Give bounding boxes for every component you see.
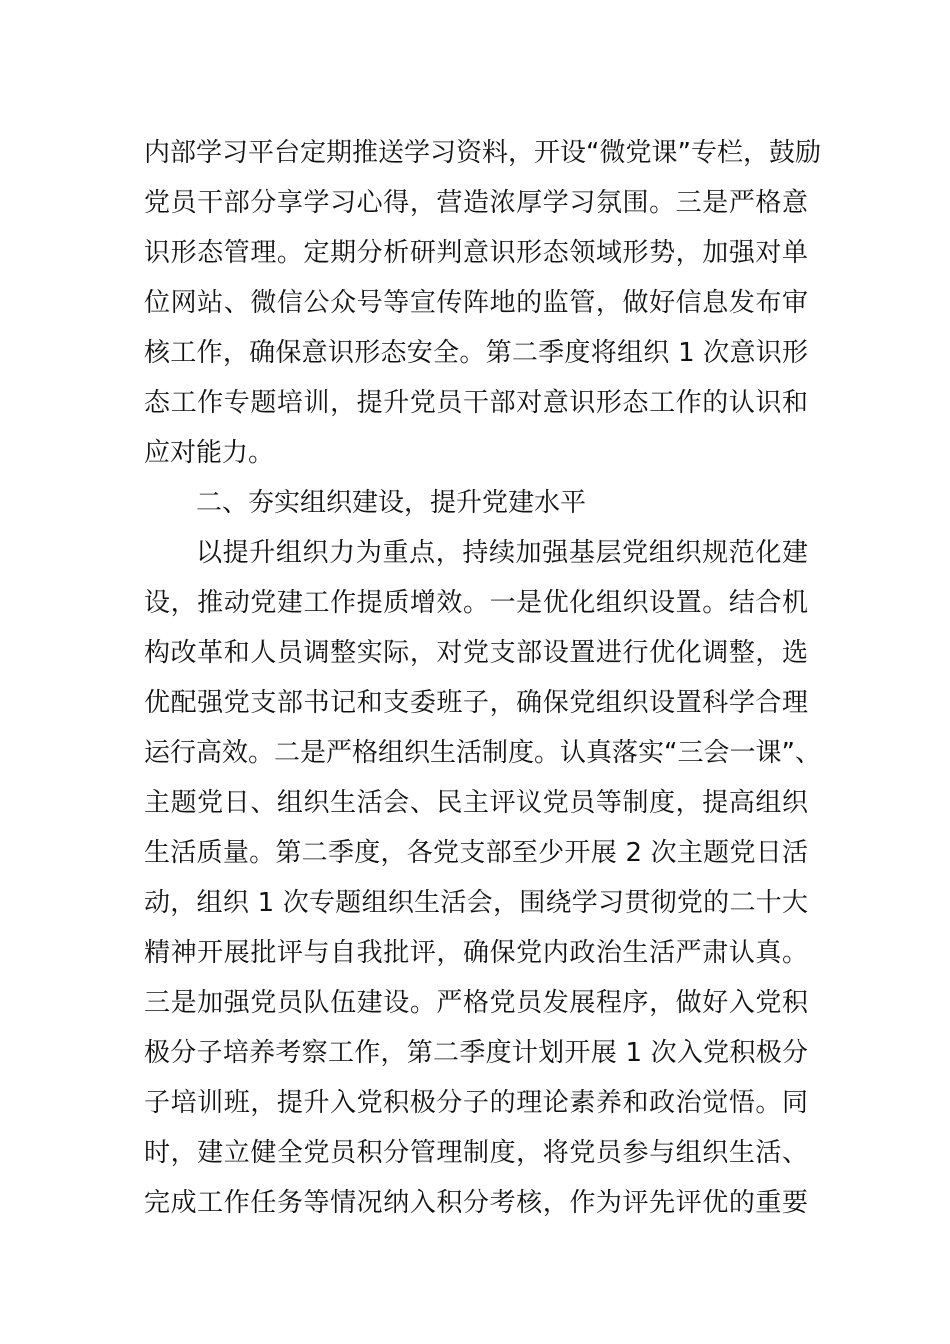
- paragraph-first-line: 以提升组织力为重点，持续加强基层党组织规范化建: [196, 538, 808, 568]
- text-line: 运行高效。二是严格组织生活制度。认真落实“三会一课”、: [144, 738, 821, 768]
- text-line: 子培训班，提升入党积极分子的理论素养和政治觉悟。同: [144, 1088, 808, 1118]
- text-line: 构改革和人员调整实际，对党支部设置进行优化调整，选: [144, 638, 808, 668]
- text-line: 识形态管理。定期分析研判意识形态领域形势，加强对单: [144, 238, 808, 268]
- text-line: 生活质量。第二季度，各党支部至少开展 2 次主题党日活: [144, 838, 808, 868]
- document-body: [144, 128, 821, 1228]
- section-heading: 二、夯实组织建设，提升党建水平: [196, 488, 587, 518]
- text-line: 优配强党支部书记和支委班子，确保党组织设置科学合理: [144, 688, 808, 718]
- text-line: 极分子培养考察工作，第二季度计划开展 1 次入党积极分: [144, 1038, 808, 1068]
- text-line: 党员干部分享学习心得，营造浓厚学习氛围。三是严格意: [144, 188, 808, 218]
- text-line: 完成工作任务等情况纳入积分考核，作为评先评优的重要: [144, 1188, 808, 1218]
- text-line: 主题党日、组织生活会、民主评议党员等制度，提高组织: [144, 788, 808, 818]
- text-line: 位网站、微信公众号等宣传阵地的监管，做好信息发布审: [144, 288, 808, 318]
- text-line: 动，组织 1 次专题组织生活会，围绕学习贯彻党的二十大: [144, 888, 808, 918]
- text-line: 内部学习平台定期推送学习资料，开设“微党课”专栏，鼓励: [144, 138, 821, 168]
- text-line: 态工作专题培训，提升党员干部对意识形态工作的认识和: [144, 388, 808, 418]
- text-line: 应对能力。: [144, 438, 275, 468]
- text-line: 核工作，确保意识形态安全。第二季度将组织 1 次意识形: [144, 338, 808, 368]
- text-line: 时，建立健全党员积分管理制度，将党员参与组织生活、: [144, 1138, 808, 1168]
- text-line: 三是加强党员队伍建设。严格党员发展程序，做好入党积: [144, 988, 808, 1018]
- text-line: 精神开展批评与自我批评，确保党内政治生活严肃认真。: [144, 938, 808, 968]
- text-line: 设，推动党建工作提质增效。一是优化组织设置。结合机: [144, 588, 808, 618]
